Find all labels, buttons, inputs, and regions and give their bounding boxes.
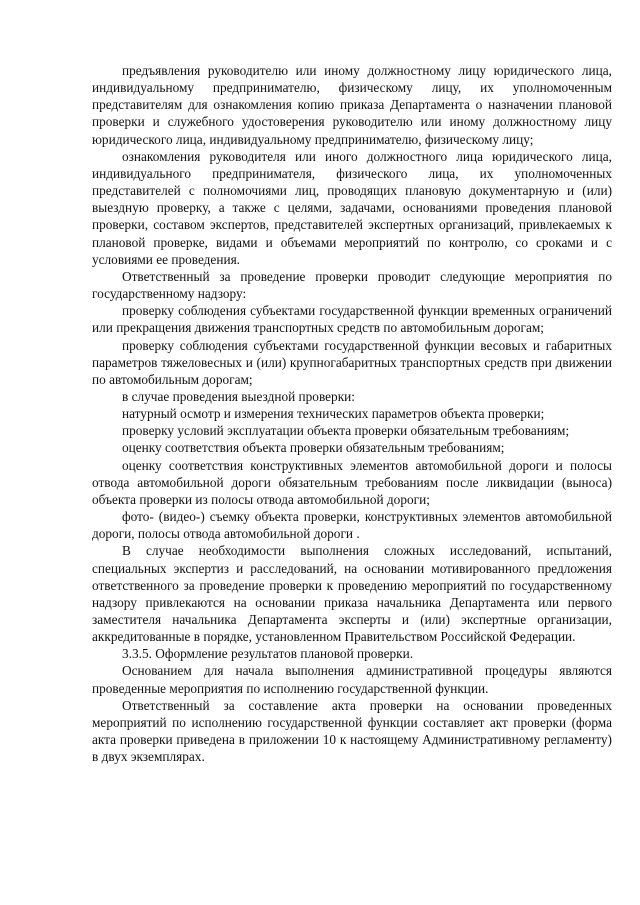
paragraph: проверку условий эксплуатации объекта проверки обязательным требованиям; (122, 423, 570, 439)
paragraph: фото- (видео-) съемку объекта проверки, конструктивных элементов автомобильной дороги, полосы отвода автомобильной дороги . (92, 509, 612, 542)
paragraph: Ответственный за составление акта проверки на основании проведенных мероприятий по исполнению государственной функции составляет акт проверки (форма акта проверки приведена в приложении 10 к настоящему Административному регламенту) в двух экземплярах. (92, 697, 612, 765)
paragraph: Основанием для начала выполнения административной процедуры являются проведенные мероприятия по исполнению государственной функции. (92, 663, 612, 696)
paragraph: в случае проведения выездной проверки: (122, 388, 355, 404)
paragraph: оценку соответствия объекта проверки обязательным требованиям; (122, 440, 505, 456)
paragraph: предъявления руководителю или иному должностному лицу юридического лица, индивидуальному предпринимателю, физическому лицу, их уполномоченным представителям для ознакомления копию приказа Департамента о назначении плановой проверки и служебного удостоверения руководителю или иному должностному лицу юридического лица, индивидуальному предпринимателю, физическому лицу; (92, 63, 612, 147)
section-heading: 3.3.5. Оформление результатов плановой проверки. (122, 646, 414, 662)
paragraph: ознакомления руководителя или иного должностного лица юридического лица, индивидуального предпринимателя, физического лица, их уполномоченных представителей с полномочиями лиц, проводящих плановую документарную и (или) выездную проверку, а также с целями, задачами, основаниями проведения плановой проверки, составом экспертов, представителей экспертных организаций, привлекаемых к плановой проверке, видами и объемами мероприятий по контролю, со сроками и с условиями ее проведения. (92, 148, 612, 267)
paragraph: проверку соблюдения субъектами государственной функции временных ограничений или прекращения движения транспортных средств по автомобильным дорогам; (92, 303, 612, 336)
paragraph: оценку соответствия конструктивных элементов автомобильной дороги и полосы отвода автомобильной дороги обязательным требованиям после ликвидации (выноса) объекта проверки из полосы отвода автомобильной дороги; (92, 457, 612, 507)
paragraph: Ответственный за проведение проверки проводит следующие мероприятия по государственному надзору: (92, 268, 612, 302)
paragraph: проверку соблюдения субъектами государственной функции весовых и габаритных параметров тяжеловесных и (или) крупногабаритных транспортных средств при движении по автомобильным дорогам; (92, 337, 612, 387)
paragraph: натурный осмотр и измерения технических параметров объекта проверки; (122, 406, 545, 422)
paragraph: В случае необходимости выполнения сложных исследований, испытаний, специальных экспертиз и расследований, на основании мотивированного предложения ответственного за проведение проверки к проведению мероприятий по государственному надзору привлекаются на основании приказа начальника Департамента или первого заместителя начальника Департамента эксперты и (или) экспертные организации, аккредитованные в порядке, установленном Правительством Российской Федерации. (92, 543, 612, 645)
